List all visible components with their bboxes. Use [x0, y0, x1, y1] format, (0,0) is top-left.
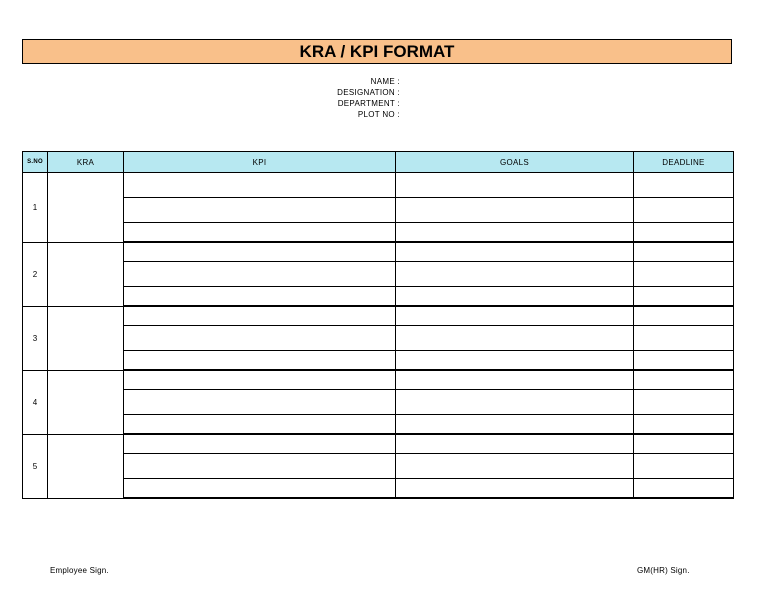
goals-cell[interactable]: [396, 262, 634, 287]
kpi-cell[interactable]: [124, 223, 396, 243]
deadline-cell[interactable]: [634, 326, 734, 351]
row-number: 1: [23, 173, 48, 243]
table-row: [23, 454, 734, 479]
kra-cell[interactable]: [48, 306, 124, 370]
deadline-cell[interactable]: [634, 415, 734, 435]
goals-cell[interactable]: [396, 454, 634, 479]
row-number: 4: [23, 370, 48, 434]
goals-cell[interactable]: [396, 390, 634, 415]
goals-cell[interactable]: [396, 434, 634, 454]
kra-cell[interactable]: [48, 434, 124, 498]
kpi-cell[interactable]: [124, 415, 396, 435]
kra-cell[interactable]: [48, 173, 124, 243]
row-number: 5: [23, 434, 48, 498]
table-row: [23, 223, 734, 243]
kra-cell[interactable]: [48, 370, 124, 434]
goals-cell[interactable]: [396, 479, 634, 499]
row-number: 3: [23, 306, 48, 370]
kpi-cell[interactable]: [124, 287, 396, 307]
table-row: [23, 351, 734, 371]
document-title: KRA / KPI FORMAT: [22, 39, 732, 64]
deadline-cell[interactable]: [634, 287, 734, 307]
hr-signature-label: GM(HR) Sign.: [637, 566, 690, 575]
deadline-cell[interactable]: [634, 242, 734, 262]
kpi-cell[interactable]: [124, 434, 396, 454]
kpi-cell[interactable]: [124, 242, 396, 262]
deadline-cell[interactable]: [634, 434, 734, 454]
header-kra: KRA: [48, 152, 124, 173]
table-row: [23, 173, 734, 198]
kpi-cell[interactable]: [124, 262, 396, 287]
employee-signature-label: Employee Sign.: [50, 566, 109, 575]
goals-cell[interactable]: [396, 287, 634, 307]
goals-cell[interactable]: [396, 370, 634, 390]
deadline-cell[interactable]: [634, 223, 734, 243]
header-deadline: DEADLINE: [634, 152, 734, 173]
goals-cell[interactable]: [396, 326, 634, 351]
kpi-cell[interactable]: [124, 326, 396, 351]
kpi-cell[interactable]: [124, 173, 396, 198]
kpi-cell[interactable]: [124, 479, 396, 499]
table-row: [23, 306, 734, 326]
deadline-cell[interactable]: [634, 454, 734, 479]
deadline-cell[interactable]: [634, 351, 734, 371]
kra-kpi-table: [22, 151, 734, 499]
deadline-cell[interactable]: [634, 262, 734, 287]
deadline-cell[interactable]: [634, 370, 734, 390]
table-row: [23, 262, 734, 287]
row-number: 2: [23, 242, 48, 306]
goals-cell[interactable]: [396, 415, 634, 435]
table-row: [23, 479, 734, 499]
deadline-cell[interactable]: [634, 390, 734, 415]
info-name-label: NAME :: [370, 77, 400, 86]
deadline-cell[interactable]: [634, 306, 734, 326]
kpi-cell[interactable]: [124, 198, 396, 223]
info-plot-label: PLOT NO :: [357, 110, 400, 119]
goals-cell[interactable]: [396, 223, 634, 243]
goals-cell[interactable]: [396, 198, 634, 223]
table-row: [23, 370, 734, 390]
deadline-cell[interactable]: [634, 173, 734, 198]
kpi-cell[interactable]: [124, 390, 396, 415]
info-designation-label: DESIGNATION :: [337, 88, 400, 97]
table-row: [23, 287, 734, 307]
goals-cell[interactable]: [396, 351, 634, 371]
header-kpi: KPI: [124, 152, 396, 173]
header-goals: GOALS: [396, 152, 634, 173]
table-row: [23, 242, 734, 262]
goals-cell[interactable]: [396, 242, 634, 262]
goals-cell[interactable]: [396, 306, 634, 326]
deadline-cell[interactable]: [634, 198, 734, 223]
goals-cell[interactable]: [396, 173, 634, 198]
kra-cell[interactable]: [48, 242, 124, 306]
table-row: [23, 434, 734, 454]
kpi-cell[interactable]: [124, 454, 396, 479]
kpi-cell[interactable]: [124, 351, 396, 371]
kpi-cell[interactable]: [124, 370, 396, 390]
table-row: [23, 326, 734, 351]
header-sno: S.NO: [23, 152, 48, 173]
table-row: [23, 198, 734, 223]
table-row: [23, 390, 734, 415]
kpi-cell[interactable]: [124, 306, 396, 326]
table-row: [23, 415, 734, 435]
info-department-label: DEPARTMENT :: [337, 99, 400, 108]
deadline-cell[interactable]: [634, 479, 734, 499]
table-header-row: [23, 152, 734, 173]
